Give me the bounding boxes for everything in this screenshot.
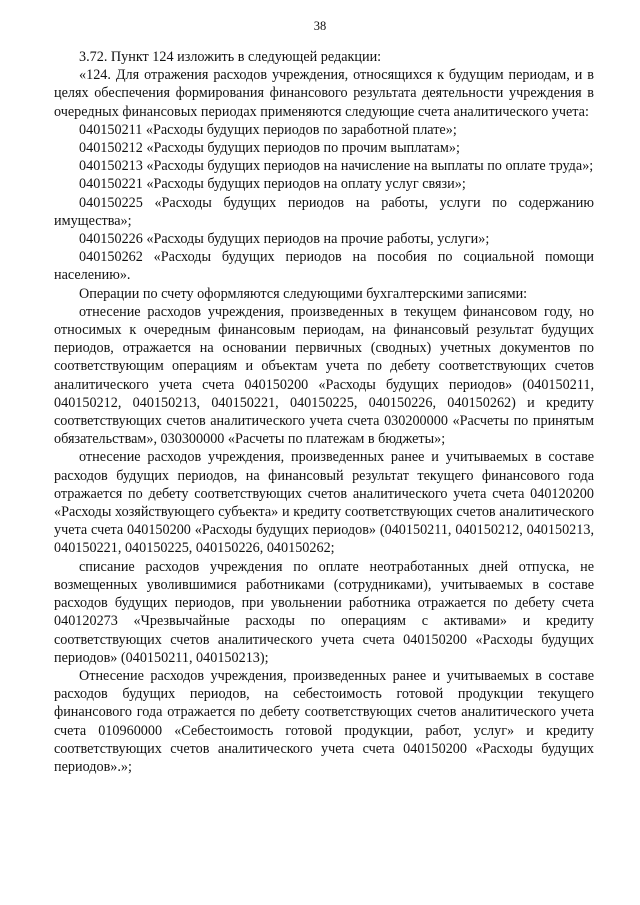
paragraph-clause-intro: «124. Для отражения расходов учреждения, относящихся к будущим периодам, и в целях обеспечения формирования финансового результата деятельности учреждения в очередных финансовых периодах применяются следующие счета аналитического учета: (54, 67, 594, 120)
paragraph-account-040150225: 040150225 «Расходы будущих периодов на работы, услуги по содержанию имущества»; (54, 194, 594, 229)
paragraph-clause-heading: 3.72. Пункт 124 изложить в следующей редакции: (79, 49, 382, 65)
paragraph-account-040150211: 040150211 «Расходы будущих периодов по заработной плате»; (79, 121, 457, 138)
paragraph-entry-2: отнесение расходов учреждения, произведенных ранее и учитываемых в составе расходов будущих периодов, на финансовый результат текущего финансового года отражается по дебету соответствующих счетов аналитического учета счета 040120200 «Расходы хозяйствующего субъекта» и кредиту соответствующих счетов аналитического учета счета 040150200 «Расходы будущих периодов» (040150211, 040150212, 040150213, 040150221, 040150225, 040150226, 040150262; (54, 449, 594, 557)
paragraph-entry-3: списание расходов учреждения по оплате неотработанных дней отпуска, не возмещенных уволившимися работниками (сотрудниками), учитываемых в составе расходов будущих периодов, при увольнении работника отражается по дебету счета 040120273 «Чрезвычайные расходы по операциям с активами» и кредиту соответствующих счетов аналитического учета счета 040150200 «Расходы будущих периодов» (040150211, 040150213); (54, 558, 594, 666)
document-body (54, 48, 594, 776)
paragraph-account-040150213: 040150213 «Расходы будущих периодов на начисление на выплаты по оплате труда»; (79, 158, 594, 175)
paragraph-entry-1: отнесение расходов учреждения, произведенных в текущем финансовом году, но относимых к очередным финансовым периодам, на финансовый результат будущих периодов, отражается на основании первичных (сводных) учетных документов по соответствующим операциям и объектам учета по дебету соответствующих счетов аналитического учета счета 040150200 «Расходы будущих периодов» (040150211, 040150212, 040150213, 040150221, 040150225, 040150226, 040150262) и кредиту соответствующих счетов аналитического учета счета 030200000 «Расчеты по принятым обязательствам», 030300000 «Расчеты по платежам в бюджеты»; (54, 303, 594, 448)
paragraph-account-040150262: 040150262 «Расходы будущих периодов на пособия по социальной помощи населению». (54, 249, 594, 284)
paragraph-account-040150221: 040150221 «Расходы будущих периодов на оплату услуг связи»; (79, 176, 466, 193)
paragraph-account-040150226: 040150226 «Расходы будущих периодов на прочие работы, услуги»; (79, 231, 490, 248)
paragraph-operations-intro: Операции по счету оформляются следующими бухгалтерскими записями: (79, 285, 528, 302)
page-number: 38 (313, 19, 327, 33)
paragraph-entry-4: Отнесение расходов учреждения, произведенных ранее и учитываемых в составе расходов будущих периодов, на себестоимость готовой продукции текущего финансового года отражается по дебету соответствующих счетов аналитического учета счета 010960000 «Себестоимость готовой продукции, работ, услуг» и кредиту соответствующих счетов аналитического учета счета 040150200 «Расходы будущих периодов».»; (54, 667, 594, 775)
paragraph-account-040150212: 040150212 «Расходы будущих периодов по прочим выплатам»; (79, 140, 460, 157)
